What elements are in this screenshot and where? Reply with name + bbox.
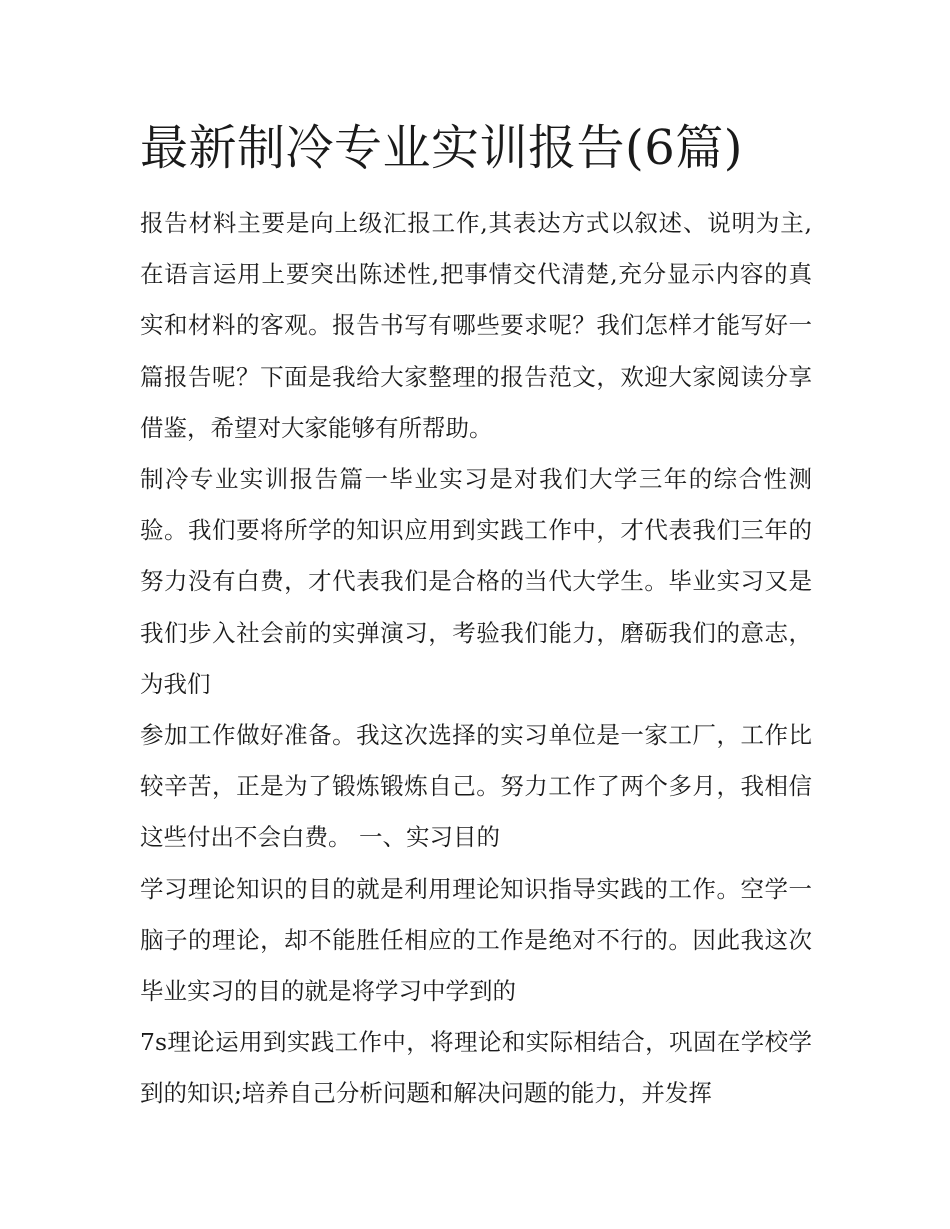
paragraph-1: 制冷专业实训报告篇一毕业实习是对我们大学三年的综合性测验。我们要将所学的知识应用到实践工作中，才代表我们三年的努力没有白费，才代表我们是合格的当代大学生。毕业实习又是我们步入社会前的实弹演习，考验我们能力，磨砺我们的意志，为我们 bbox=[140, 465, 812, 698]
paragraph-2: 参加工作做好准备。我这次选择的实习单位是一家工厂，工作比较辛苦，正是为了锻炼锻炼自己。努力工作了两个多月，我相信这些付出不会白费。 一、实习目的 bbox=[140, 721, 812, 852]
paragraph-3: 学习理论知识的目的就是利用理论知识指导实践的工作。空学一脑子的理论，却不能胜任相应的工作是绝对不行的。因此我这次毕业实习的目的就是将学习中学到的 bbox=[140, 874, 812, 1006]
paragraph-4: 7s理论运用到实践工作中，将理论和实际相结合，巩固在学校学到的知识;培养自己分析问题和解决问题的能力，并发挥 bbox=[140, 1028, 812, 1108]
document-title: 最新制冷专业实训报告(6篇) bbox=[140, 120, 743, 176]
document-page bbox=[140, 112, 812, 1120]
paragraph-intro: 报告材料主要是向上级汇报工作,其表达方式以叙述、说明为主,在语言运用上要突出陈述性,把事情交代清楚,充分显示内容的真实和材料的客观。报告书写有哪些要求呢？我们怎样才能写好一篇报告呢？下面是我给大家整理的报告范文，欢迎大家阅读分享借鉴，希望对大家能够有所帮助。 bbox=[140, 209, 812, 442]
